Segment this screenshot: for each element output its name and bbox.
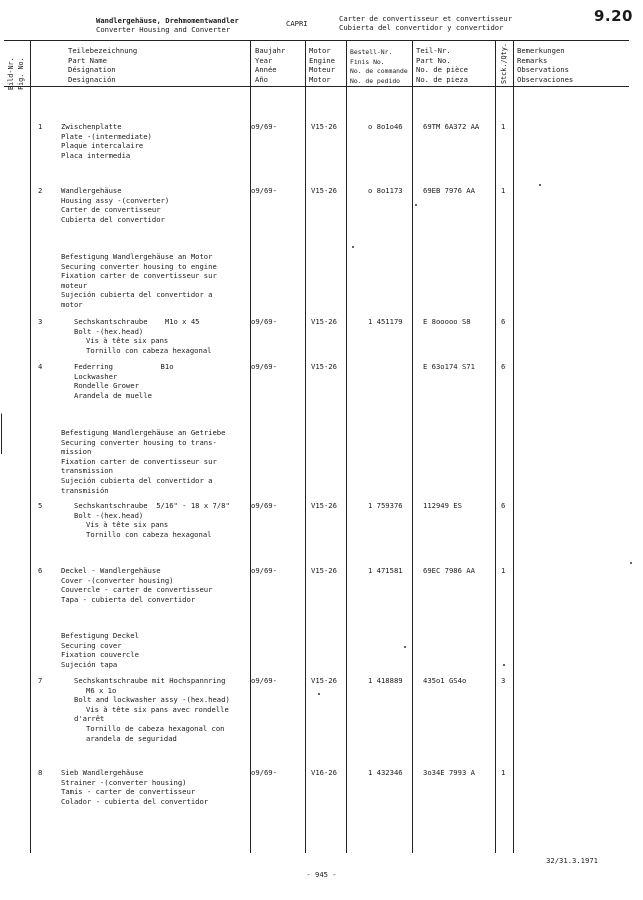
description-line: Wandlergehäuse [61,186,122,195]
description-line: Tapa - cubierta del convertidor [61,594,196,604]
column-divider [346,40,347,853]
heading-line: transmission [61,466,113,476]
header-line: No. de pièce [416,65,468,75]
model-label: CAPRI [286,19,308,28]
scan-speck [404,646,406,648]
year-value: o9/69- [251,768,277,777]
header-line: Engine [309,55,335,65]
fig-number: 2 [38,186,43,195]
quantity: 3 [501,676,506,685]
description-line: Vis à tête six pans [86,520,169,530]
header-line: Désignation [68,65,116,75]
engine-value: V15-26 [311,317,337,326]
part-description [61,566,212,604]
column-divider [513,40,514,853]
scan-speck [539,184,541,186]
description-line: Colador - cubierta del convertidor [61,796,209,806]
header-line: No. de commande [350,67,408,76]
group-heading [61,252,217,310]
header-line: Observations [517,65,569,75]
part-number: 69EB 7976 AA [423,186,475,195]
part-name-header [68,46,137,84]
part-description [61,768,208,806]
heading-line: Securing converter housing to engine [61,261,217,271]
order-number: o 8o1173 [368,186,403,195]
description-line: Lockwasher [74,371,118,381]
quantity: 1 [501,186,506,195]
column-divider [495,40,496,853]
description-line: Zwischenplatte [61,122,122,131]
header-line: Año [255,74,268,84]
header-line: Motor [309,74,331,84]
heading-line: motor [61,299,83,309]
description-line: Federring B1o [74,362,174,371]
header-line: Bemerkungen [517,46,565,55]
quantity: 6 [501,317,506,326]
description-line: Rondelle Grower [74,381,139,391]
column-divider [412,40,413,853]
heading-line: moteur [61,280,87,290]
part-number: 69TM 6A372 AA [423,122,480,131]
column-divider [30,40,31,853]
header-line: Designación [68,74,116,84]
year-value: o9/69- [251,362,277,371]
heading-line: mission [61,447,92,457]
description-line: Plate -(intermediate) [61,131,152,141]
table-top-rule [4,40,629,41]
year-value: o9/69- [251,501,277,510]
description-line: Vis à tête six pans [86,336,169,346]
header-bottom-rule [4,86,629,87]
heading-line: Sujeción cubierta del convertidor a [61,475,213,485]
description-line: Vis à tête six pans avec rondelle [86,704,229,714]
header-line: Teilebezeichnung [68,46,138,55]
page-number: - 945 - [306,870,337,879]
scan-speck [503,664,505,666]
engine-value: V15-26 [311,676,337,685]
quantity: 6 [501,501,506,510]
description-line: Cover -(converter housing) [61,575,174,585]
part-description [74,501,230,539]
fig-number: 8 [38,768,43,777]
header-line: Année [255,65,277,75]
heading-line: Fixation couvercle [61,650,139,660]
description-line: Placa intermedia [61,150,131,160]
quantity: 6 [501,362,506,371]
description-line: Sechskantschraube M1o x 45 [74,317,200,326]
header-line: Year [255,55,273,65]
title-spanish: Cubierta del convertidor y convertidor [339,23,504,32]
part-description [61,186,169,224]
order-number: 1 418889 [368,676,403,685]
fig-header-en: Fig. No. [17,57,25,90]
heading-line: Fixation carter de convertisseur sur [61,456,217,466]
year-value: o9/69- [251,186,277,195]
group-heading [61,428,225,495]
header-line: Moteur [309,65,335,75]
scan-speck [352,246,354,248]
engine-value: V15-26 [311,566,337,575]
order-no-header [350,48,408,86]
description-line: Cubierta del convertidor [61,214,165,224]
description-line: d'arrêt [74,714,105,724]
header-line: No. de pieza [416,74,468,84]
scan-speck [415,204,417,206]
header-line: Observaciones [517,74,574,84]
heading-line: Fixation carter de convertisseur sur [61,271,217,281]
heading-line: Securing cover [61,640,122,650]
engine-value: V15-26 [311,362,337,371]
header-line: Finis No. [350,57,385,66]
header-line: Part Name [68,55,107,65]
part-number: E 8ooooo S8 [423,317,471,326]
quantity: 1 [501,122,506,131]
fig-header-de: Bild-Nr. [7,57,15,90]
part-description [74,676,230,743]
order-number: o 8o1o46 [368,122,403,131]
year-value: o9/69- [251,676,277,685]
description-line: Bolt -(hex.head) [74,510,144,520]
fig-no-header [6,44,30,92]
part-number: 435o1 GS4o [423,676,467,685]
description-line: M6 x 1o [86,685,117,695]
group-heading [61,631,139,669]
heading-line: Sujeción tapa [61,659,118,669]
order-number: 1 451179 [368,317,403,326]
quantity: 1 [501,566,506,575]
description-line: Sieb Wandlergehäuse [61,768,144,777]
part-number: 69EC 7986 AA [423,566,475,575]
part-description [74,317,212,355]
fig-number: 5 [38,501,43,510]
fig-number: 3 [38,317,43,326]
header-line: Teil-Nr. [416,46,451,55]
engine-value: V15-26 [311,122,337,131]
remarks-header [517,46,573,84]
year-value: o9/69- [251,122,277,131]
description-line: Housing assy -(converter) [61,195,170,205]
description-line: Tornillo de cabeza hexagonal con [86,723,225,733]
description-line: Sechskantschraube mit Hochspannring [74,676,226,685]
qty-header [497,44,513,92]
title-german: Wandlergehäuse, Drehmomentwandler [96,16,239,25]
engine-value: V15-26 [311,186,337,195]
description-line: arandela de seguridad [86,733,177,743]
description-line: Sechskantschraube 5/16" - 18 x 7/8" [74,501,230,510]
engine-value: V16-26 [311,768,337,777]
part-description [61,122,152,160]
description-line: Bolt and lockwasher assy -(hex.head) [74,695,230,705]
date-code: 32/31.3.1971 [546,856,598,865]
order-number: 1 471581 [368,566,403,575]
header-line: Part No. [416,55,451,65]
title-french: Carter de convertisseur et convertisseur [339,14,513,23]
header-line: Bestell-Nr. [350,48,393,56]
order-number: 1 759376 [368,501,403,510]
description-line: Carter de convertisseur [61,205,161,215]
scan-speck [318,693,320,695]
part-number: E 63o174 S71 [423,362,475,371]
engine-value: V15-26 [311,501,337,510]
part-number: 3o34E 7993 A [423,768,475,777]
binding-mark [1,413,7,454]
title-english: Converter Housing and Converter [96,25,231,34]
order-number: 1 432346 [368,768,403,777]
heading-line: Befestigung Deckel [61,631,139,640]
page-code: 9.20 [593,7,633,25]
heading-line: Securing converter housing to trans- [61,437,217,447]
description-line: Strainer -(converter housing) [61,777,187,787]
scan-speck [630,562,632,564]
year-header [255,46,285,84]
description-line: Tornillo con cabeza hexagonal [86,345,212,355]
description-line: Couvercle - carter de convertisseur [61,585,213,595]
header-line: Remarks [517,55,548,65]
part-no-header [416,46,468,84]
description-line: Plaque intercalaire [61,141,144,151]
description-line: Deckel - Wandlergehäuse [61,566,161,575]
qty-header-label: Stck./Qty. [500,43,508,84]
engine-header [309,46,335,84]
fig-number: 4 [38,362,43,371]
year-value: o9/69- [251,566,277,575]
part-description [74,362,174,400]
column-divider [250,40,251,853]
description-line: Arandela de muelle [74,390,152,400]
header-line: Baujahr [255,46,286,55]
column-divider [305,40,306,853]
header-line: Motor [309,46,331,55]
year-value: o9/69- [251,317,277,326]
fig-number: 1 [38,122,43,131]
heading-line: transmisión [61,485,109,495]
description-line: Tamis - carter de convertisseur [61,787,196,797]
fig-number: 6 [38,566,43,575]
quantity: 1 [501,768,506,777]
header-line: No. de pedido [350,76,401,85]
fig-number: 7 [38,676,43,685]
part-number: 112949 ES [423,501,462,510]
heading-line: Befestigung Wandlergehäuse an Motor [61,252,213,261]
heading-line: Befestigung Wandlergehäuse an Getriebe [61,428,226,437]
heading-line: Sujeción cubierta del convertidor a [61,290,213,300]
description-line: Tornillo con cabeza hexagonal [86,529,212,539]
description-line: Bolt -(hex.head) [74,326,144,336]
